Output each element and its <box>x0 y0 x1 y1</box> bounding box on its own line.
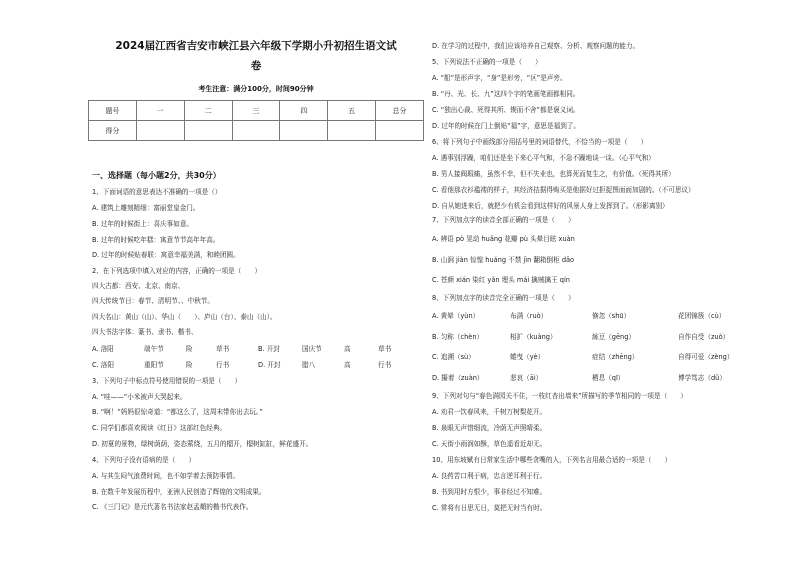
question-line: B. 在数千年发展历程中，亚洲人民创造了辉煌的文明成果。 <box>92 488 266 496</box>
option-cell: 博学笃志（dǔ） <box>678 374 726 382</box>
option-cell: 花团锦簇（cù） <box>678 312 726 320</box>
question-line: 2、在下列选项中填入对应的内容，正确的一项是（ ） <box>92 267 262 275</box>
question-line: B. 过年的时候街上：喜庆事如意。 <box>92 220 194 228</box>
question-line: D. 初夏的景物，绿树荫荫，姿态萦绕，五月的榴开，榴树缸缸，鲜花盛开。 <box>92 440 313 448</box>
score-table-header-row <box>89 101 424 121</box>
option-cell: 高 <box>344 345 351 353</box>
option-cell: 蜷曳（yè） <box>510 353 545 361</box>
option-cell: 絲豆（gēng） <box>592 333 635 341</box>
exam-notice: 考生注意：满分100分，时间90分钟 <box>198 85 314 93</box>
option-cell: 倏忽（shū） <box>592 312 631 320</box>
score-header-cell: 二 <box>184 101 232 121</box>
option-cell: D. 攥着（zuàn） <box>432 374 484 382</box>
section-heading: 一、选择题（每小题2分，共30分） <box>92 171 221 180</box>
question-line: B. 泉眼无声惜细流，冷荫无声照晴柔。 <box>432 424 547 432</box>
question-line: 4、下列句子没有语病的是（ ） <box>92 456 196 464</box>
option-cell: 草书 <box>378 345 392 353</box>
option-cell: 险 <box>186 345 193 353</box>
question-line: C. 常将有日思无日，莫把无时当有时。 <box>432 504 547 512</box>
score-header-cell: 一 <box>136 101 184 121</box>
score-table <box>88 100 424 141</box>
question-line: A. 建筑上雕刻精细：富丽堂皇金门。 <box>92 204 200 212</box>
option-cell: 腊八 <box>302 361 316 369</box>
question-line: 四大古都：西安、北京、南京、 <box>92 282 185 290</box>
question-line: 四大书法字体：篆书、隶书、楷书、 <box>92 328 198 336</box>
question-line: C. 同学们都喜欢阅读《红日》这部红色经典。 <box>92 424 227 432</box>
question-line: B. “啊！”妈妈很惊奇道：“都这么了，这周末带你出去玩。” <box>92 408 263 416</box>
score-header-cell: 总分 <box>376 101 424 121</box>
option-cell: B. 匀称（chèn） <box>432 333 484 341</box>
option-cell: 高 <box>344 361 351 369</box>
score-header-cell: 题号 <box>89 101 137 121</box>
question-line: D. 过年的时候贴春联：寓意幸福美满，和睦团圆。 <box>92 251 240 259</box>
option-label: D. 开封 <box>258 361 281 369</box>
option-cell: 行书 <box>216 361 230 369</box>
score-cell-empty <box>328 121 376 141</box>
question-line: 5、下列说法不正确的一项是（ ） <box>432 58 542 66</box>
option-line: C. 苍颜 xián 染红 yǎn 埋头 mái 擒贼擒王 qín <box>432 276 570 284</box>
question-line: 6、将下列句子中画线部分用括号里的词语替代，不恰当的一项是（ ） <box>432 138 648 146</box>
option-cell: 端午节 <box>144 345 164 353</box>
score-header-cell: 四 <box>280 101 328 121</box>
question-line: C. 天街小雨润如酥，草色遥看近却无。 <box>432 440 547 448</box>
question-line: C. 看他那衣衫褴褛的样子，其经济拮据得购买是他据好过拒捉图面面加剧的。（不可思议） <box>432 186 695 194</box>
score-cell-empty <box>184 121 232 141</box>
question-line: D. 过年的时候在门上倒贴“福”字，意思是福到了。 <box>432 122 580 130</box>
question-line: A. 与其生闷气浪费时间，也不如学着去预防事情。 <box>92 472 240 480</box>
option-cell: 险 <box>186 361 193 369</box>
question-line: 7、下列加点字的读音全部正确的一项是（ ） <box>432 216 575 224</box>
exam-title-line2: 卷 <box>250 60 262 72</box>
score-row-label: 得分 <box>89 121 137 141</box>
option-line: A. 辨语 pò 晃动 huǎng 花瓣 pù 头晕目眩 xuàn <box>432 235 575 243</box>
question-line: 四大传统节日：春节、清明节、、中秋节。 <box>92 297 214 305</box>
option-cell: 国庆节 <box>302 345 322 353</box>
option-cell: 自作自受（zuò） <box>678 333 730 341</box>
score-cell-empty <box>280 121 328 141</box>
option-cell: 草书 <box>216 345 230 353</box>
question-line: B. 男人接阀瑕痛，虽然不幸，但不失业也，也算死而复生之，有价值。（死得其所） <box>432 170 675 178</box>
option-line: B. 山涧 jiàn 惊惶 huáng 不禁 jìn 翻箱倒柜 dǎo <box>432 256 575 264</box>
score-header-cell: 五 <box>328 101 376 121</box>
question-line: 四大名山：黄山（山）、华山（ ）、庐山（台）、泰山（山）。 <box>92 313 277 321</box>
option-cell: C. 追溯（sù） <box>432 353 475 361</box>
question-line: C. 《三门记》是元代著名书法家赵孟頫的楷书代表作。 <box>92 503 253 511</box>
option-label: C. 洛阳 <box>92 361 114 369</box>
question-line: A. 良药苦口利于病，忠言逆耳利于行。 <box>432 472 547 480</box>
option-label: A. 洛阳 <box>92 345 114 353</box>
question-line: B. “丹、光、长、九”这四个字的笔画笔画都相同。 <box>432 90 580 98</box>
question-line: B. 书到用时方恨少，事非经过不知难。 <box>432 488 547 496</box>
option-cell: 自得可爱（zèng） <box>678 353 734 361</box>
score-header-cell: 三 <box>232 101 280 121</box>
question-line: 3、下列句子中标点符号使用错误的一项是（ ） <box>92 377 242 385</box>
score-cell-empty <box>376 121 424 141</box>
option-cell: 相扩（kuàng） <box>510 333 557 341</box>
option-cell: 重阳节 <box>144 361 164 369</box>
question-line: A. “船”是形声字，“身”是形旁，“区”是声旁。 <box>432 74 567 82</box>
question-line: 9、下列对句与“春色满园关不住，一枝红杏出墙来”所描写的季节相同的一项是（ ） <box>432 392 687 400</box>
exam-title-line1: 2024届江西省吉安市峡江县六年级下学期小升初招生语文试 <box>115 40 397 52</box>
option-cell: 布满（ruò） <box>510 312 548 320</box>
option-cell: 悲哀（āi） <box>510 374 543 382</box>
question-line: A. 遇事别浮躁，咱们还是坐下来心平气和，不急不躁地谈一谈。（心平气和） <box>432 154 655 162</box>
question-line: 8、下列加点字的读音完全正确的一项是（ ） <box>432 294 575 302</box>
option-cell: 栖息（qī） <box>592 374 625 382</box>
question-line: D. 在学习的过程中，我们应该培养自己观察、分析、观察问题的能力。 <box>432 42 640 50</box>
question-line: A. “哇——”小米被声大哭起来。 <box>92 393 187 401</box>
option-cell: 症结（zhēng） <box>592 353 639 361</box>
option-cell: 行书 <box>378 361 392 369</box>
question-line: D. 自从她进来后，就把少有机会看到这样好的风景人身上发挥到了。（形影离别） <box>432 202 669 210</box>
question-line: 1、下面词语的意思表达不准确的一项是（） <box>92 188 222 196</box>
score-cell-empty <box>232 121 280 141</box>
option-cell: A. 黄晕（yùn） <box>432 312 480 320</box>
score-table-score-row <box>89 121 424 141</box>
option-label: B. 开封 <box>258 345 280 353</box>
question-line: 10、用东坡赋有日常家生活中哪些贪嘴的人，下列名言用最合适的一项是（ ） <box>432 456 672 464</box>
question-line: A. 劝君一饮春风来，千树万树梨花开。 <box>432 408 547 416</box>
question-line: C. “独出心裁、死得其所、锲而不舍”都是褒义词。 <box>432 106 580 114</box>
question-line: B. 过年的时候吃年糕：寓意节节高年年高。 <box>92 236 220 244</box>
score-cell-empty <box>136 121 184 141</box>
